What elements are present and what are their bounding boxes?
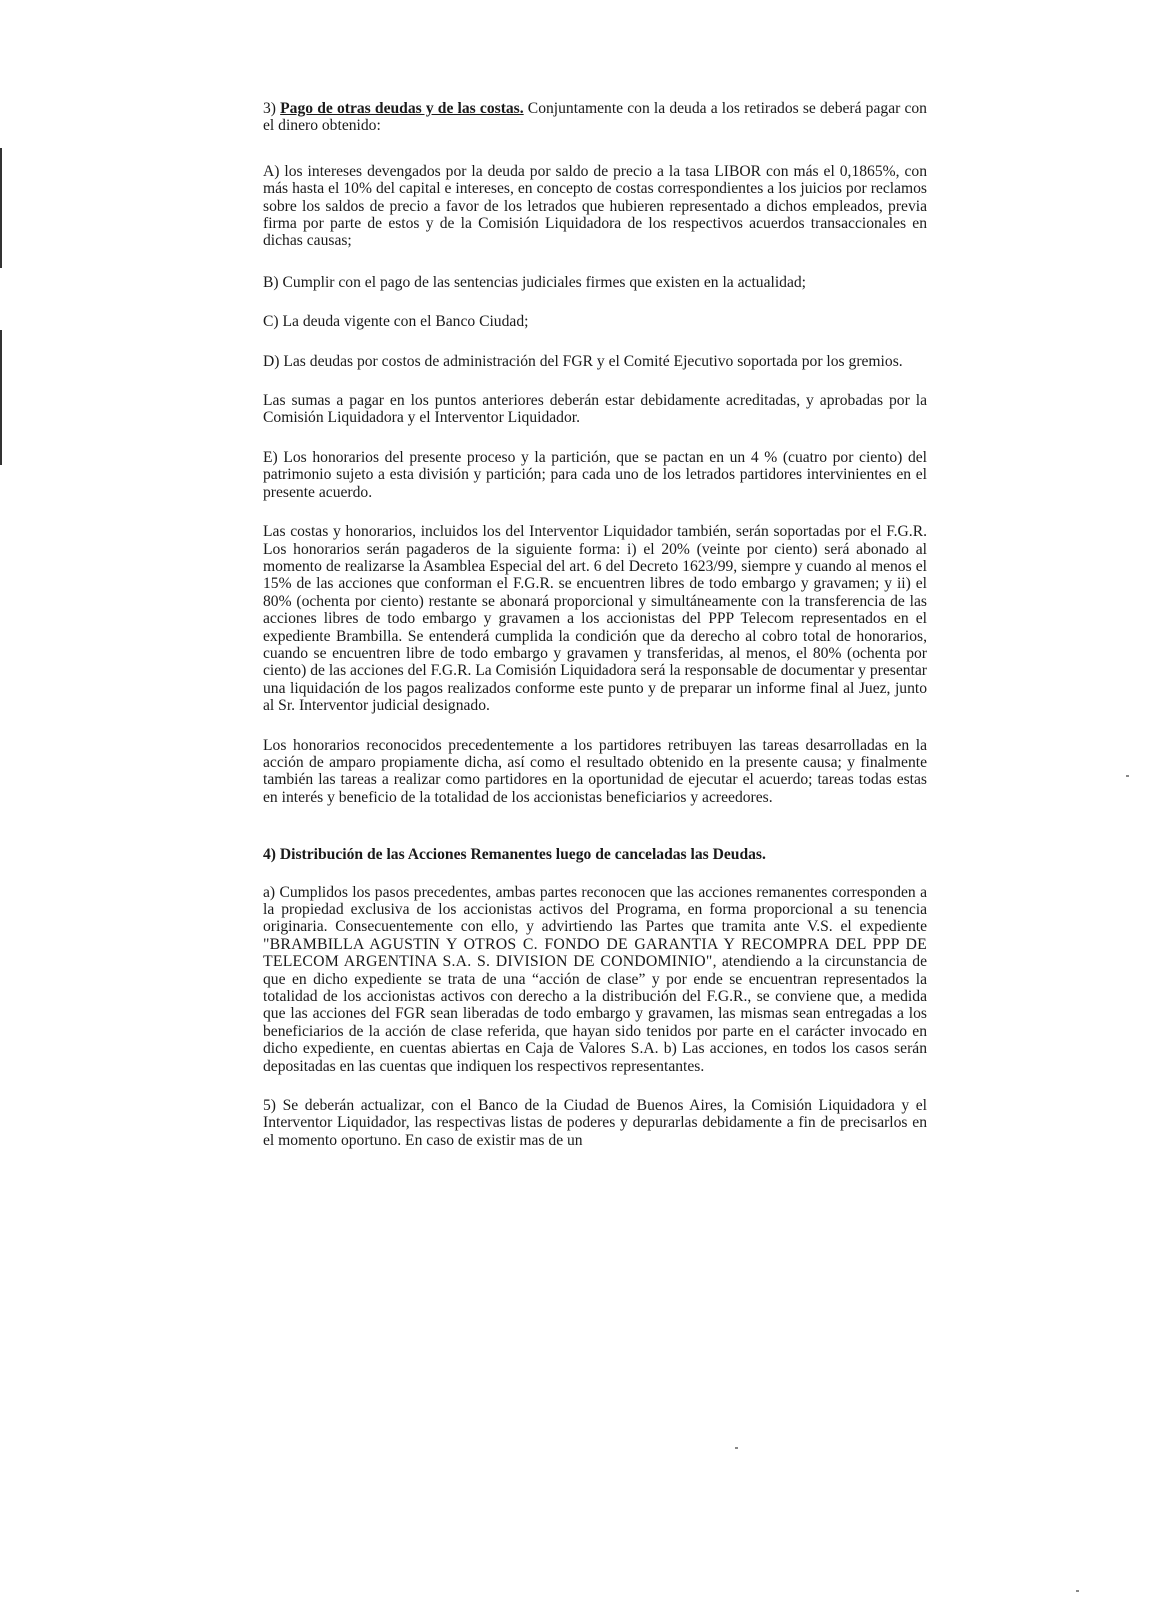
section-4-text-1: a) Cumplidos los pasos precedentes, ambas partes reconocen que las acciones remanentes corresponden a la propiedad exclusiva de los accionistas activos del Programa, en forma proporcional a su tenencia originaria. Consecuentemente con ello, y advirtiendo las Partes que tramita ante V.S. el expediente [263, 883, 927, 936]
sums-paragraph: Las sumas a pagar en los puntos anteriores deberán estar debidamente acreditadas, y aprobadas por la Comisión Liquidadora y el Interventor Liquidador. [263, 392, 927, 427]
section-3-intro [263, 100, 927, 135]
scan-speck [1076, 1590, 1079, 1592]
section-4-title: 4) Distribución de las Acciones Remanentes luego de canceladas las Deudas. [263, 846, 766, 864]
document-page [263, 100, 927, 1170]
item-a: A) los intereses devengados por la deuda por saldo de precio a la tasa LIBOR con más el 0,1865%, con más hasta el 10% del capital e intereses, en concepto de costas correspondientes a los juicios por reclamos sobre los saldos de precio a favor de los letrados que hubieren representado a dichos empleados, previa firma por parte de estos y de la Comisión Liquidadora de los respectivos acuerdos transaccionales en dichas causas; [263, 162, 927, 250]
scan-margin-line-top [0, 148, 2, 268]
case-title: "BRAMBILLA AGUSTIN Y OTROS C. FONDO DE GARANTIA Y RECOMPRA DEL PPP DE TELECOM ARGENTINA S.A. S. DIVISION DE CONDOMINIO" [263, 935, 927, 971]
section-3-title: Pago de otras deudas y de las costas. [280, 100, 524, 117]
fees-paragraph: Los honorarios reconocidos precedentemente a los partidores retribuyen las tareas desarrolladas en la acción de amparo propiamente dicha, así como el resultado obtenido en la presente causa; y finalmente también las tareas a realizar como partidores en la oportunidad de ejecutar el acuerdo; tareas todas estas en interés y beneficio de la totalidad de los accionistas beneficiarios y acreedores. [263, 736, 927, 806]
scan-margin-line-bottom [0, 330, 2, 465]
item-d: D) Las deudas por costos de administración del FGR y el Comité Ejecutivo soportada por los gremios. [263, 352, 903, 370]
section-3-number: 3) [263, 100, 276, 117]
item-e: E) Los honorarios del presente proceso y la partición, que se pactan en un 4 % (cuatro por ciento) del patrimonio sujeto a esta división y partición; para cada uno de los letrados partidores intervinientes en el presente acuerdo. [263, 448, 927, 501]
section-3-intro-text: Conjuntamente con la deuda a los retirados se deberá pagar con el dinero obtenido: [263, 100, 927, 135]
section-4-paragraph [263, 884, 927, 1075]
costs-paragraph: Las costas y honorarios, incluidos los del Interventor Liquidador también, serán soportadas por el F.G.R. Los honorarios serán pagaderos de la siguiente forma: i) el 20% (veinte por ciento) será abonado al momento de realizarse la Asamblea Especial del art. 6 del Decreto 1623/99, siempre y cuando al menos el 15% de las acciones que conforman el F.G.R. se encuentren libres de todo embargo y gravamen; y ii) el 80% (ochenta por ciento) restante se abonará proporcional y simultáneamente con la transferencia de las acciones libres de todo embargo y gravamen a los accionistas del PPP Telecom representados en el expediente Brambilla. Se entenderá cumplida la condición que da derecho al cobro total de honorarios, cuando se encuentren libre de todo embargo y gravamen y transferidas, al menos, el 80% (ochenta por ciento) de las acciones del F.G.R. La Comisión Liquidadora será la responsable de documentar y presentar una liquidación de los pagos realizados conforme este punto y de preparar un informe final al Juez, junto al Sr. Interventor judicial designado. [263, 523, 927, 715]
item-b: B) Cumplir con el pago de las sentencias judiciales firmes que existen en la actualidad; [263, 273, 807, 291]
section-4-text-2: , atendiendo a la circunstancia de que en dicho expediente se trata de una “acción de clase” y por ende se encuentran representados la totalidad de los accionistas activos con derecho a la distribución del F.G.R., se conviene que, a medida que las acciones del FGR sean liberadas de todo embargo y gravamen, las mismas sean entregadas a los beneficiarios de la acción de clase referida, que hayan sido tenidos por parte en el carácter invocado en dicho expediente, en cuentas abiertas en Caja de Valores S.A. b) Las acciones, en todos los casos serán depositadas en las cuentas que indiquen los respectivos representantes. [263, 953, 928, 1075]
section-5-paragraph: 5) Se deberán actualizar, con el Banco de la Ciudad de Buenos Aires, la Comisión Liquidadora y el Interventor Liquidador, las respectivas listas de poderes y depurarlas debidamente a fin de precisarlos en el momento oportuno. En caso de existir mas de un [263, 1097, 927, 1149]
scan-speck [735, 1447, 738, 1449]
item-c: C) La deuda vigente con el Banco Ciudad; [263, 313, 529, 331]
scan-speck [1126, 775, 1129, 777]
